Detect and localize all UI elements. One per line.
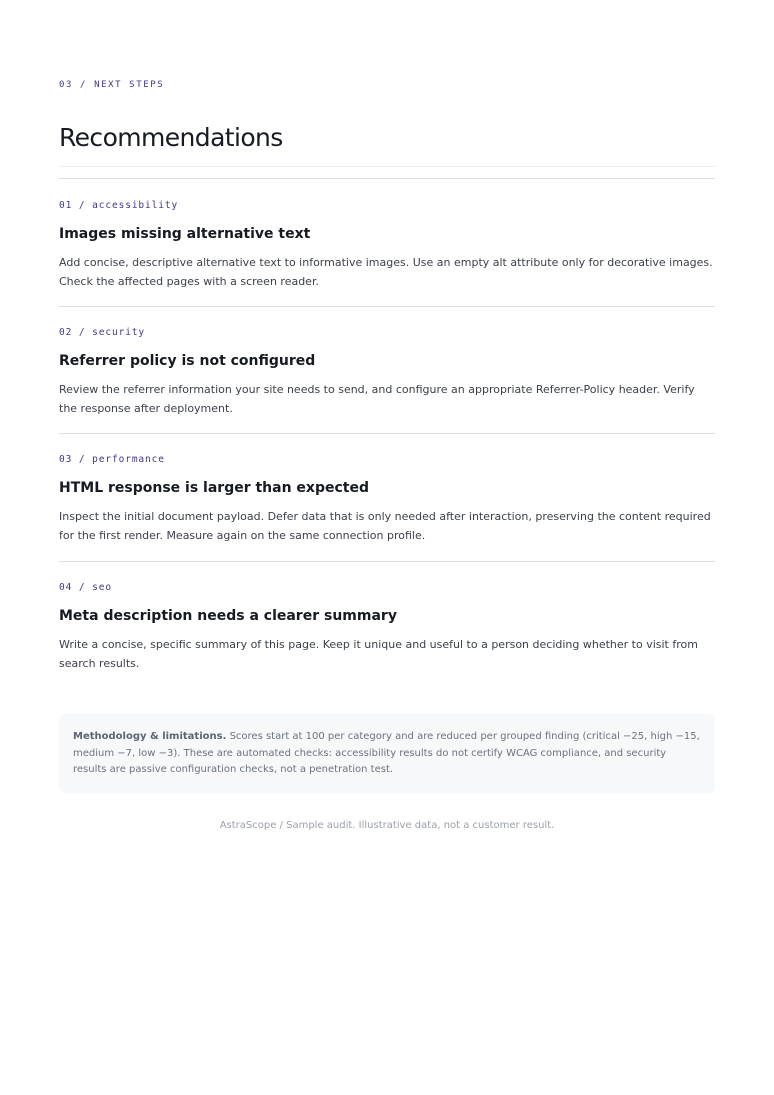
recommendation-body: Write a concise, specific summary of this page. Keep it unique and useful to a person deciding whether to visit from search results. [59,638,698,670]
recommendation-tag: 02 / security [59,327,146,338]
recommendation-body: Add concise, descriptive alternative text to informative images. Use an empty alt attribute only for decorative images. Check the affected pages with a screen reader. [59,256,713,288]
methodology-note [59,714,715,793]
recommendation-body: Review the referrer information your site needs to send, and configure an appropriate Referrer-Policy header. Verify the response after deployment. [59,383,695,415]
page-footer: AstraScope / Sample audit. Illustrative data, not a customer result. [219,820,555,831]
recommendation-tag: 01 / accessibility [59,200,179,211]
recommendation-title: HTML response is larger than expected [59,480,369,496]
title-divider-secondary [59,178,715,179]
section-eyebrow: 03 / NEXT STEPS [59,80,165,90]
recommendation-title: Meta description needs a clearer summary [59,608,397,624]
recommendation-tag: 04 / seo [59,582,112,593]
recommendation-divider [59,561,715,562]
recommendation-title: Referrer policy is not configured [59,353,316,369]
recommendation-divider [59,433,715,434]
page-title: Recommendations [59,123,283,152]
methodology-body: Scores start at 100 per category and are reduced per grouped finding (critical −25, high −15, medium −7, low −3). These are automated checks: accessibility results do not certify WCAG compliance, and security results are passive configuration checks, not a penetration test. [73,731,700,775]
recommendation-title: Images missing alternative text [59,226,311,242]
recommendation-divider [59,306,715,307]
methodology-label: Methodology & limitations. [73,731,227,742]
methodology-text [73,729,701,779]
recommendation-tag: 03 / performance [59,454,165,465]
recommendation-body: Inspect the initial document payload. Defer data that is only needed after interaction, preserving the content required for the first render. Measure again on the same connection profile. [59,510,711,542]
title-divider [59,166,715,167]
